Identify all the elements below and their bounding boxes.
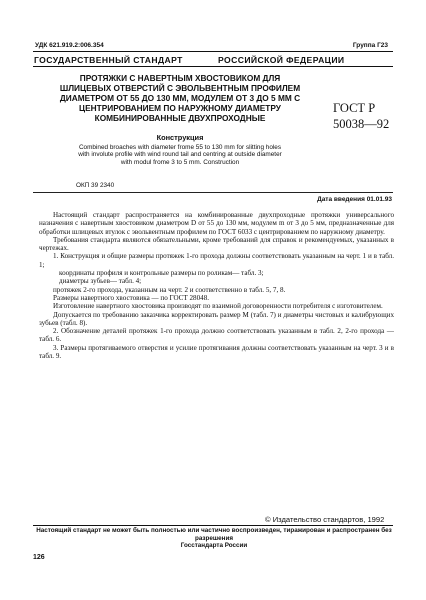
english-title (46, 144, 314, 166)
footer-rule (33, 525, 393, 526)
body-paragraph: Допускается по требованию заказчика корректировать размер M (табл. 7) и диаметры чистовых и калибрующих зубьев (табл. 8). (39, 310, 394, 327)
english-title-line: with involute profile with wind round tail and centring at outside diameter (78, 151, 282, 159)
standard-label-left: ГОСУДАРСТВЕННЫЙ СТАНДАРТ (34, 55, 183, 65)
document-body (39, 211, 394, 360)
header-bottom-rule (33, 66, 393, 67)
standard-label-right: РОССИЙСКОЙ ФЕДЕРАЦИИ (218, 55, 345, 65)
copyright-line: © Издательство стандартов, 1992 (265, 515, 385, 524)
udk-code: УДК 621.919.2:006.354 (35, 42, 104, 49)
reproduction-notice (35, 527, 393, 550)
construction-subtitle: Конструкция (156, 133, 204, 142)
title-line: ДИАМЕТРОМ ОТ 55 ДО 130 ММ, МОДУЛЕМ ОТ 3 ДО 5 ММ С (59, 93, 301, 104)
body-paragraph: координаты профиля и контрольные размеры по роликам— табл. 3; (59, 269, 264, 278)
english-title-line: Combined broaches with diameter frome 55 to 130 mm for slitting holes (78, 144, 282, 151)
body-paragraph: Требования стандарта являются обязательными, кроме требований для справок и рекомендуемых, указанных в чертежах. (39, 235, 394, 253)
body-paragraph: 1. Конструкция и общие размеры протяжек 1-го прохода должны соответствовать указанным на черт. 1 и в табл. 1; (39, 252, 394, 269)
title-line: КОМБИНИРОВАННЫЕ ДВУХПРОХОДНЫЕ (94, 113, 266, 124)
okp-code: ОКП 39 2340 (76, 182, 115, 189)
body-paragraph: Изготовление навертного хвостовика производят по взаимной договоренности потребителя с изготовителем. (53, 302, 383, 311)
body-paragraph: 2. Обозначение деталей протяжек 1-го прохода должно соответствовать указанным в табл. 2, 2-го прохода — табл. 6. (39, 327, 394, 344)
okp-rule (33, 192, 393, 193)
gost-line-1: ГОСТ Р (333, 101, 376, 115)
title-line: ЦЕНТРИРОВАНИЕМ ПО НАРУЖНОМУ ДИАМЕТРУ (79, 103, 281, 114)
notice-line: Госстандарта России (180, 542, 248, 550)
title-line: ПРОТЯЖКИ С НАВЕРТНЫМ ХВОСТОВИКОМ ДЛЯ (79, 73, 281, 83)
title-line: ШЛИЦЕВЫХ ОТВЕРСТИЙ С ЭВОЛЬВЕНТНЫМ ПРОФИЛЕМ (59, 83, 301, 94)
body-paragraph: 3. Размеры протягиваемого отверстия и усилие протягивания должны соответствовать указанным на черт. 3 и в табл. 9. (39, 343, 394, 361)
english-title-line: with modul frome 3 to 5 mm. Construction (120, 158, 240, 166)
body-paragraph: протяжек 2-го прохода, указанным на черт. 2 и соответственно в табл. 5, 7, 8. (53, 285, 286, 294)
group-code: Группа Г23 (352, 42, 388, 49)
body-paragraph: Размеры навертного хвостовика — по ГОСТ 28048. (53, 293, 210, 302)
page-number: 126 (33, 554, 45, 561)
gost-number (333, 101, 403, 132)
body-paragraph: Настоящий стандарт распространяется на комбинированные двухпроходные протяжки универсального назначения с навертным хвостовиком диаметром D от 55 до 130 мм, модулем m от 3 до 5 мм, предназначенные для обработки шлицевых втулок с эвольвентным профилем по ГОСТ 6033 с центрированием по наружному диаметру. (39, 211, 394, 236)
body-paragraph: диаметры зубьев— табл. 4; (59, 277, 142, 286)
gost-line-2: 50038—92 (333, 116, 390, 131)
document-title (46, 73, 314, 123)
notice-line: Настоящий стандарт не может быть полностью или частично воспроизведен, тиражирован и распространен без разрешения (36, 527, 392, 542)
date-of-introduction: Дата введения 01.01.93 (317, 196, 392, 203)
header-top-rule (33, 51, 393, 52)
